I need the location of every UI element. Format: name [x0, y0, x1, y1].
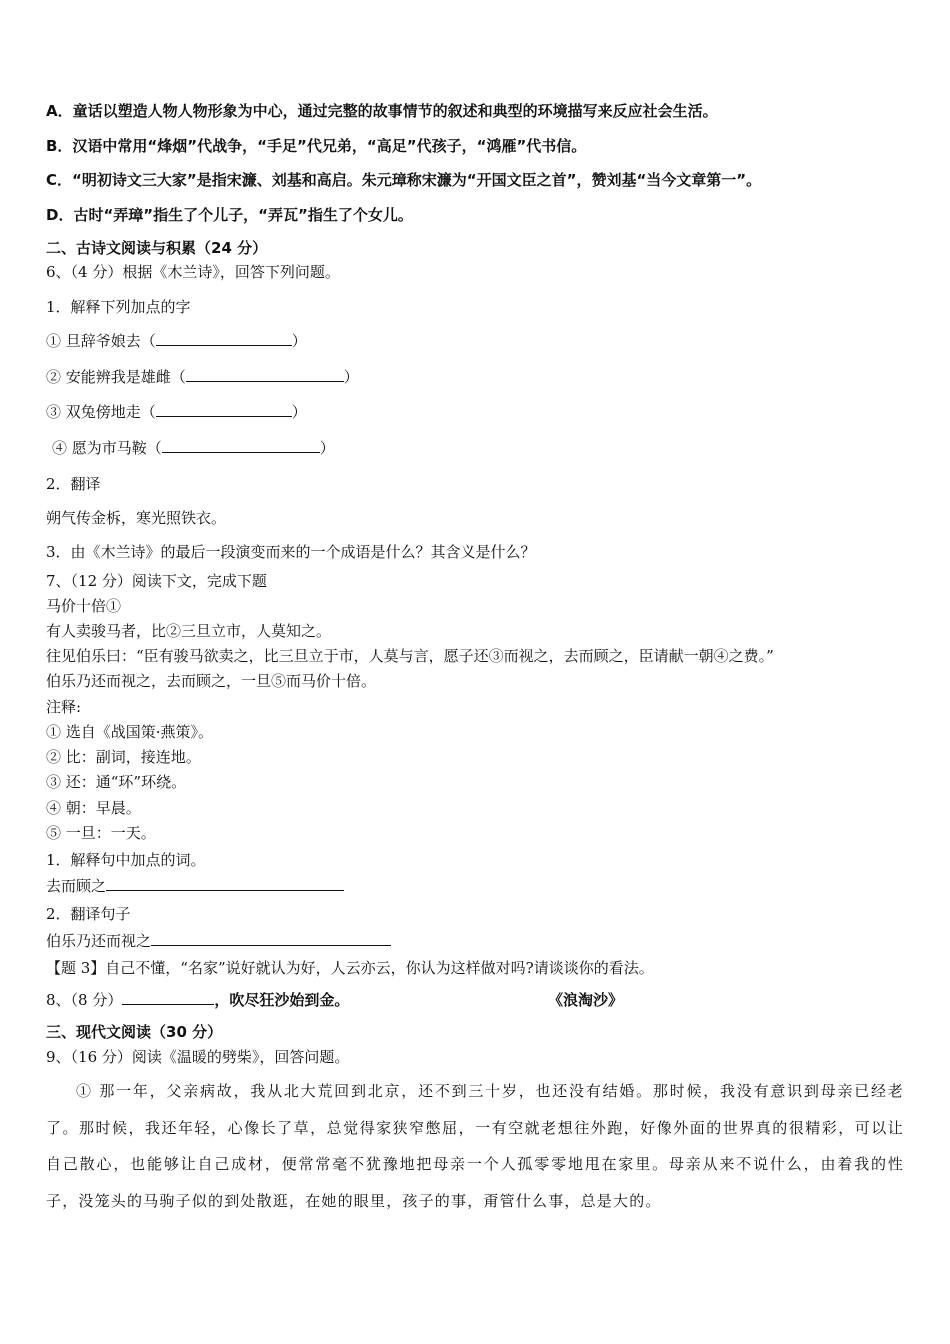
fill-blank-item: ④ 愿为市马鞍（ ）	[52, 439, 335, 457]
option-c: C．“明初诗文三大家”是指宋濂、刘基和高启。朱元璋称宋濂为“开国文臣之首”，赞刘基“当今文章第一”。	[46, 171, 762, 189]
text-line: 伯乐乃还而视之，去而顾之，一旦⑤而马价十倍。	[46, 672, 377, 690]
question-q8: 8、（8 分） ，吹尽狂沙始到金。	[46, 991, 350, 1009]
question-title: 9、（16 分）阅读《温暖的劈柴》，回答问题。	[46, 1048, 350, 1066]
note-item: ② 比：副词，接连地。	[46, 748, 201, 766]
answer-blank[interactable]	[186, 367, 344, 382]
answer-blank[interactable]	[122, 990, 214, 1005]
answer-blank[interactable]	[162, 438, 320, 453]
option-a: A．童话以塑造人物人物形象为中心，通过完整的故事情节的叙述和典型的环境描写来反应社会生活。	[46, 102, 718, 120]
sub-question: 1．解释下列加点的字	[46, 298, 191, 316]
option-b: B．汉语中常用“烽烟”代战争，“手足”代兄弟，“高足”代孩子，“鸿雁”代书信。	[46, 137, 587, 155]
answer-blank[interactable]	[106, 876, 344, 891]
sub-question: 2．翻译	[46, 475, 101, 493]
sub-question: 1．解释句中加点的词。	[46, 851, 206, 869]
section-heading: 二、古诗文阅读与积累（24 分）	[46, 239, 268, 257]
fill-blank-item: 去而顾之	[46, 876, 344, 896]
text-line: 往见伯乐曰：“臣有骏马欲卖之，比三旦立于市，人莫与言，愿子还③而视之，去而顾之，臣请献一朝④之费。”	[46, 647, 774, 665]
fill-blank-item: ② 安能辨我是雄雌（ ）	[46, 368, 359, 386]
text-title: 马价十倍①	[46, 597, 122, 615]
note-item: ① 选自《战国策·燕策》。	[46, 723, 214, 741]
note-item: ⑤ 一旦：一天。	[46, 824, 156, 842]
question-title: 7、（12 分）阅读下文，完成下题	[46, 572, 267, 590]
answer-blank[interactable]	[156, 402, 292, 417]
poem-source: 《浪淘沙》	[548, 991, 624, 1009]
poem-line: 朔气传金柝，寒光照铁衣。	[46, 509, 227, 527]
answer-blank[interactable]	[151, 931, 391, 946]
sub-question: 3．由《木兰诗》的最后一段演变而来的一个成语是什么？其含义是什么？	[46, 543, 536, 561]
fill-blank-item: 伯乐乃还而视之	[46, 931, 391, 951]
sub-question: 2．翻译句子	[46, 905, 131, 923]
reading-paragraph: ① 那一年，父亲病故，我从北大荒回到北京，还不到三十岁，也还没有结婚。那时候，我没有意识到母亲已经老了。那时候，我还年轻，心像长了草，总觉得家狭窄憋屈，一有空就老想往外跑，好像外面的世界真的很精彩，可以让自己散心，也能够让自己成材，便常常毫不犹豫地把母亲一个人孤零零地甩在家里。母亲从来不说什么，由着我的性子，没笼头的马驹子似的到处散逛，在她的眼里，孩子的事，甭管什么事，总是大的。	[46, 1082, 904, 1210]
question-title: 6、（4 分）根据《木兰诗》，回答下列问题。	[46, 263, 340, 281]
text-line: 有人卖骏马者，比②三旦立市，人莫知之。	[46, 622, 332, 640]
note-item: ③ 还：通“环”环绕。	[46, 773, 187, 791]
notes-label: 注释:	[46, 698, 82, 716]
answer-blank[interactable]	[156, 331, 292, 346]
section-heading: 三、现代文阅读（30 分）	[46, 1023, 223, 1041]
note-item: ④ 朝：早晨。	[46, 799, 141, 817]
fill-blank-item: ① 旦辞爷娘去（ ）	[46, 332, 307, 350]
sub-question: 【题 3】自己不懂，“名家”说好就认为好，人云亦云，你认为这样做对吗?请谈谈你的看法。	[46, 959, 654, 977]
fill-blank-item: ③ 双兔傍地走（ ）	[46, 403, 307, 421]
option-d: D．古时“弄璋”指生了个儿子，“弄瓦”指生了个女儿。	[46, 206, 413, 224]
